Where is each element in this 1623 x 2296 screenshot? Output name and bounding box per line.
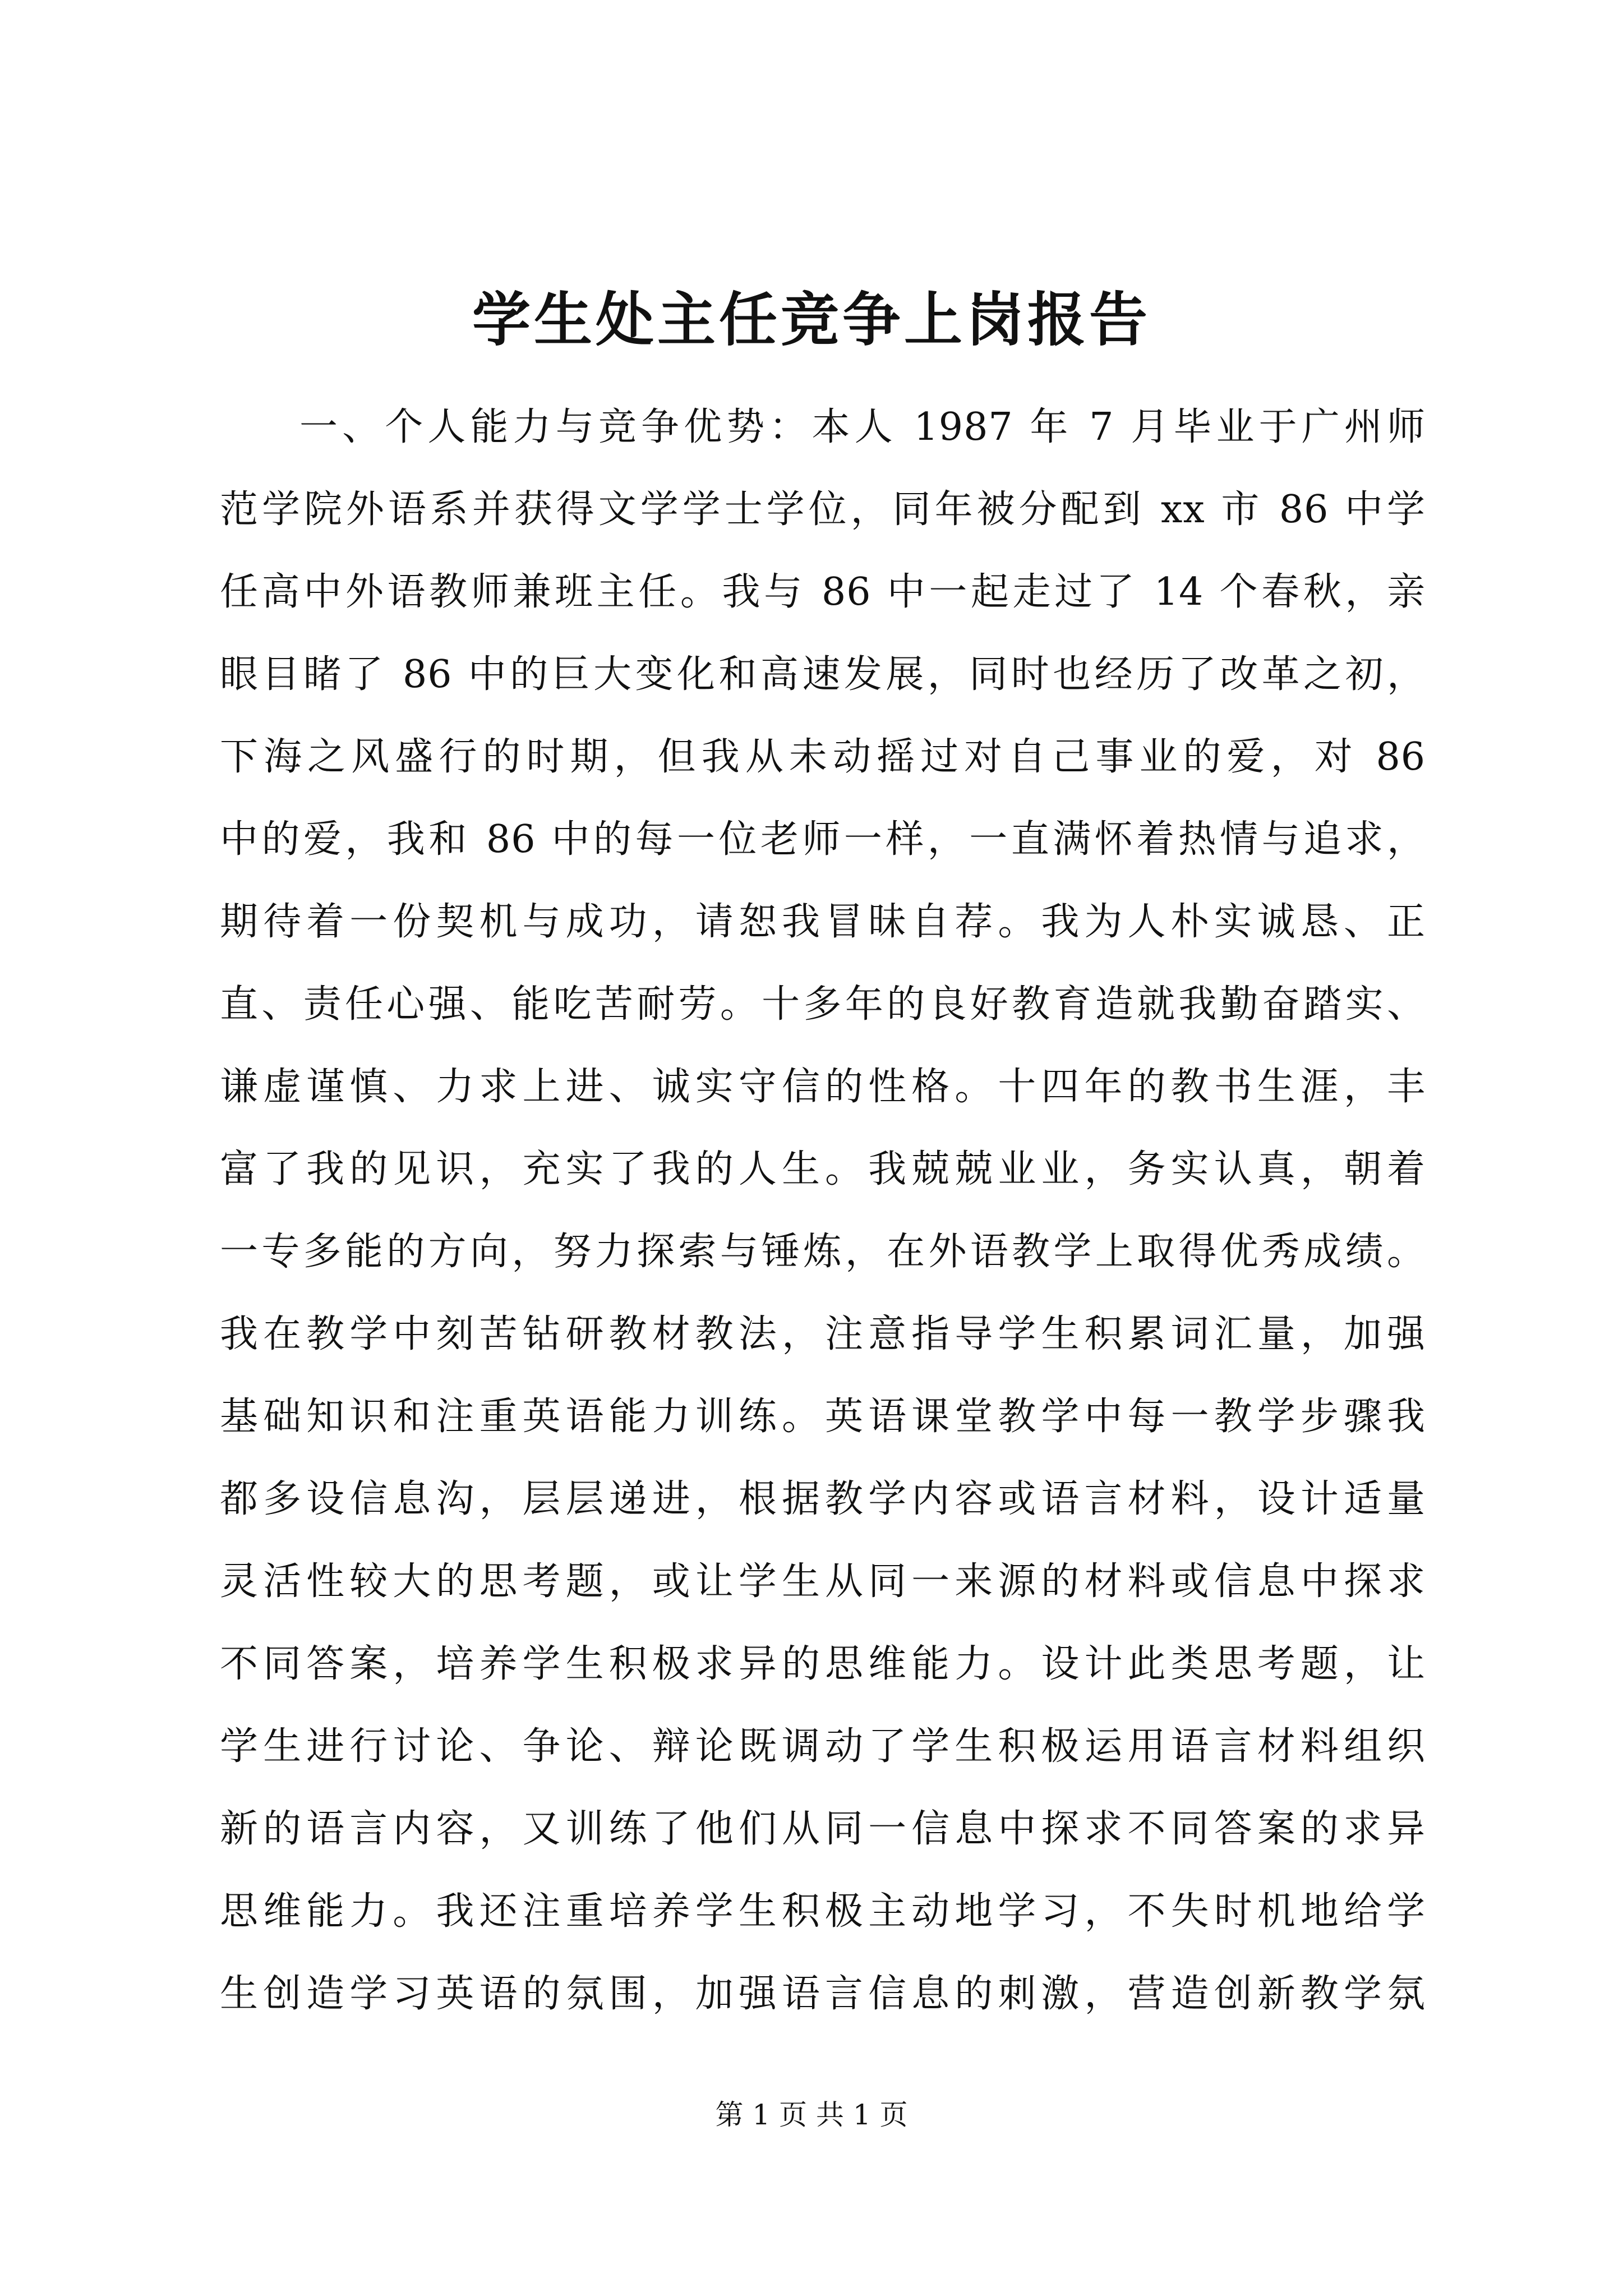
body-line: 我在教学中刻苦钻研教材教法，注意指导学生积累词汇量，加强 (220, 1312, 1426, 1356)
body-line: 灵活性较大的思考题，或让学生从同一来源的材料或信息中探求 (220, 1559, 1426, 1604)
body-line: 任高中外语教师兼班主任。我与 86 中一起走过了 14 个春秋，亲 (220, 570, 1426, 614)
body-line: 期待着一份契机与成功，请恕我冒昧自荐。我为人朴实诚恳、正 (220, 900, 1426, 944)
body-line: 下海之风盛行的时期，但我从未动摇过对自己事业的爱，对 86 (220, 735, 1426, 779)
body-line: 一专多能的方向，努力探索与锤炼，在外语教学上取得优秀成绩。 (220, 1230, 1426, 1274)
body-line: 学生进行讨论、争论、辩论既调动了学生积极运用语言材料组织 (220, 1724, 1426, 1769)
body-line: 思维能力。我还注重培养学生积极主动地学习，不失时机地给学 (220, 1889, 1426, 1934)
body-line: 富了我的见识，充实了我的人生。我兢兢业业，务实认真，朝着 (220, 1147, 1426, 1191)
body-line: 基础知识和注重英语能力训练。英语课堂教学中每一教学步骤我 (220, 1395, 1426, 1439)
page-footer: 第 1 页 共 1 页 (715, 2099, 908, 2131)
body-line: 范学院外语系并获得文学学士学位，同年被分配到 xx 市 86 中学 (220, 487, 1426, 532)
body-line: 生创造学习英语的氛围，加强语言信息的刺激，营造创新教学氛 (220, 1972, 1426, 2016)
body-line: 不同答案，培养学生积极求异的思维能力。设计此类思考题，让 (220, 1642, 1426, 1686)
body-line: 中的爱，我和 86 中的每一位老师一样，一直满怀着热情与追求， (220, 817, 1426, 862)
document-title: 学生处主任竞争上岗报告 (472, 285, 1151, 354)
body-line: 谦虚谨慎、力求上进、诚实守信的性格。十四年的教书生涯，丰 (220, 1065, 1426, 1109)
body-line: 直、责任心强、能吃苦耐劳。十多年的良好教育造就我勤奋踏实、 (220, 982, 1426, 1027)
body-line: 新的语言内容，又训练了他们从同一信息中探求不同答案的求异 (220, 1807, 1426, 1851)
body-line: 一、个人能力与竞争优势：本人 1987 年 7 月毕业于广州师 (299, 405, 1426, 449)
body-line: 眼目睹了 86 中的巨大变化和高速发展，同时也经历了改革之初， (220, 652, 1426, 697)
body-line: 都多设信息沟，层层递进，根据教学内容或语言材料，设计适量 (220, 1477, 1426, 1521)
